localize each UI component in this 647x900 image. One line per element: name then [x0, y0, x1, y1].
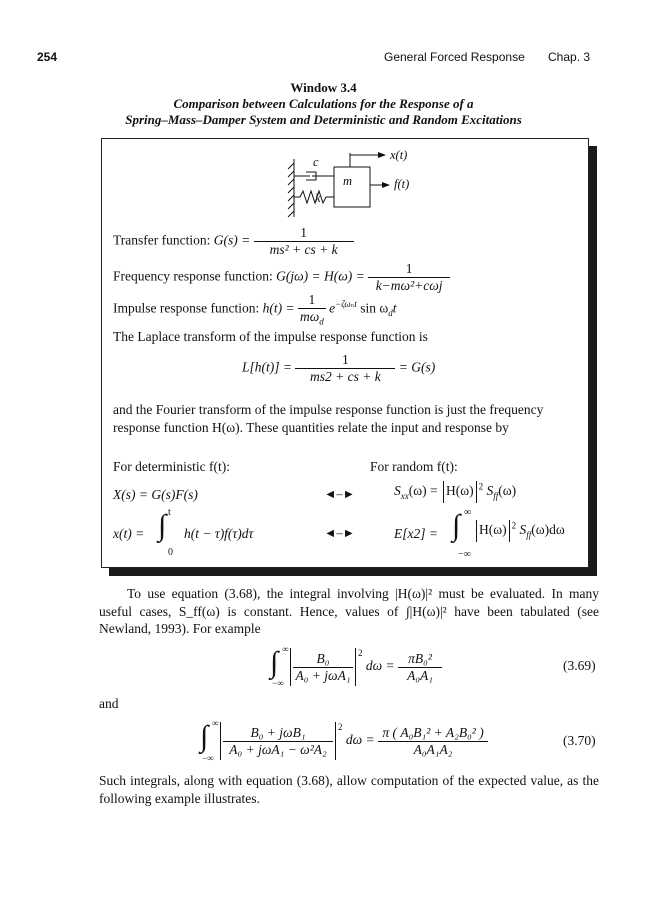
integral-sign-1: ∫: [158, 509, 167, 542]
and-text: and: [99, 696, 119, 711]
integral-2-lower: −∞: [458, 549, 471, 560]
frequency-response-eq: Frequency response function: G(jω) = H(ω) = $\frac{1}{\text{k−mω²+cωj}}$: [113, 261, 450, 294]
spring-label: k: [315, 191, 321, 205]
window-title-line2: Spring–Mass–Damper System and Deterministic and Random Excitations: [125, 112, 522, 127]
window-label: Window 3.4: [290, 80, 357, 95]
paragraph-2: Such integrals, along with equation (3.68), allow computation of the expected value, as the following example illustrates.: [99, 773, 599, 806]
eq370-lower: −∞: [202, 753, 214, 763]
page-number: 254: [37, 50, 58, 64]
eq-number-3-69: (3.69): [563, 658, 596, 673]
running-chapter: Chap. 3: [548, 50, 591, 64]
mass-label: m: [343, 174, 353, 188]
running-section-title: General Forced Response: [384, 50, 525, 64]
eq370-upper: ∞: [212, 718, 219, 728]
window-title-line1: Comparison between Calculations for the Response of a: [173, 96, 474, 111]
displacement-label: x(t): [390, 148, 408, 162]
random-eq-1: $S_{xx}(\omega) = H(\omega)$ $^2$ $S_{ff}(\omega)$: [394, 481, 516, 503]
random-eq-2-lhs: E[x2] =: [394, 526, 438, 541]
eq369-upper: ∞: [282, 644, 289, 654]
deterministic-heading: For deterministic f(t):: [113, 459, 230, 474]
eq-number-3-70: (3.70): [563, 733, 596, 748]
impulse-response-eq: Impulse response function: h(t) = $\frac{1}{m\omega_d}$ $e^{-\zeta\omega_nt}$ $\sin \omega_dt$: [113, 292, 397, 327]
spring-mass-damper-diagram: [282, 145, 432, 225]
equation-3-70: $\frac{\text{B₀ + jωB₁}}{\text{A₀ + jωA₁ − ω²A₂}}$ $^2$ dω = $\frac{\text{π ( A₀B₁² + A₂B₀² )}}{\text{A₀A₁A₂}}$: [218, 722, 488, 760]
transfer-function-eq: Transfer function: G(s) = $\frac{1}{\text{ms² + cs + k}}$: [113, 225, 354, 258]
force-label: f(t): [394, 177, 410, 191]
laplace-eq: L[h(t)] = $\frac{1}{ms2 + cs + k}$ = G(s): [242, 352, 436, 384]
relation-arrow-1: ◄–►: [324, 487, 355, 501]
integral-1-lower: 0: [168, 547, 173, 558]
integral-sign-370: ∫: [200, 720, 209, 753]
deterministic-eq-1: X(s) = G(s)F(s): [113, 487, 198, 502]
paragraph-1: To use equation (3.68), the integral involving |H(ω)|² must be evaluated. In many useful cases, S_ff(ω) is constant. Hence, values of ∫|H(ω)|² have been tabulated (see Newland, 1993). For example: [99, 586, 599, 636]
integral-1-upper: t: [168, 507, 171, 518]
integral-sign-369: ∫: [270, 646, 279, 679]
eq369-lower: −∞: [272, 678, 284, 688]
spring: [294, 191, 334, 203]
random-eq-2-integrand: H(ω) $^2$ $S_{ff}(\omega)d\omega$: [474, 520, 565, 542]
laplace-intro: The Laplace transform of the impulse response function is: [113, 329, 428, 344]
equation-3-69: $\frac{\text{B₀}}{\text{A₀ + jωA₁}}$ $^2$ dω = $\frac{\text{πB₀²}}{\text{A₀A₁}}$: [288, 648, 442, 686]
deterministic-eq-2-lhs: x(t) =: [113, 526, 145, 541]
window-box: [101, 138, 589, 568]
integral-sign-2: ∫: [452, 509, 461, 542]
random-heading: For random f(t):: [370, 459, 458, 474]
damper-label: c: [313, 155, 319, 169]
fourier-text: and the Fourier transform of the impulse response function is just the frequency response function H(ω). These quantities relate the input and response by: [113, 402, 544, 435]
integral-2-upper: ∞: [464, 507, 472, 518]
deterministic-eq-2-integrand: h(t − τ)f(τ)dτ: [184, 526, 254, 541]
relation-arrow-2: ◄–►: [324, 526, 355, 540]
